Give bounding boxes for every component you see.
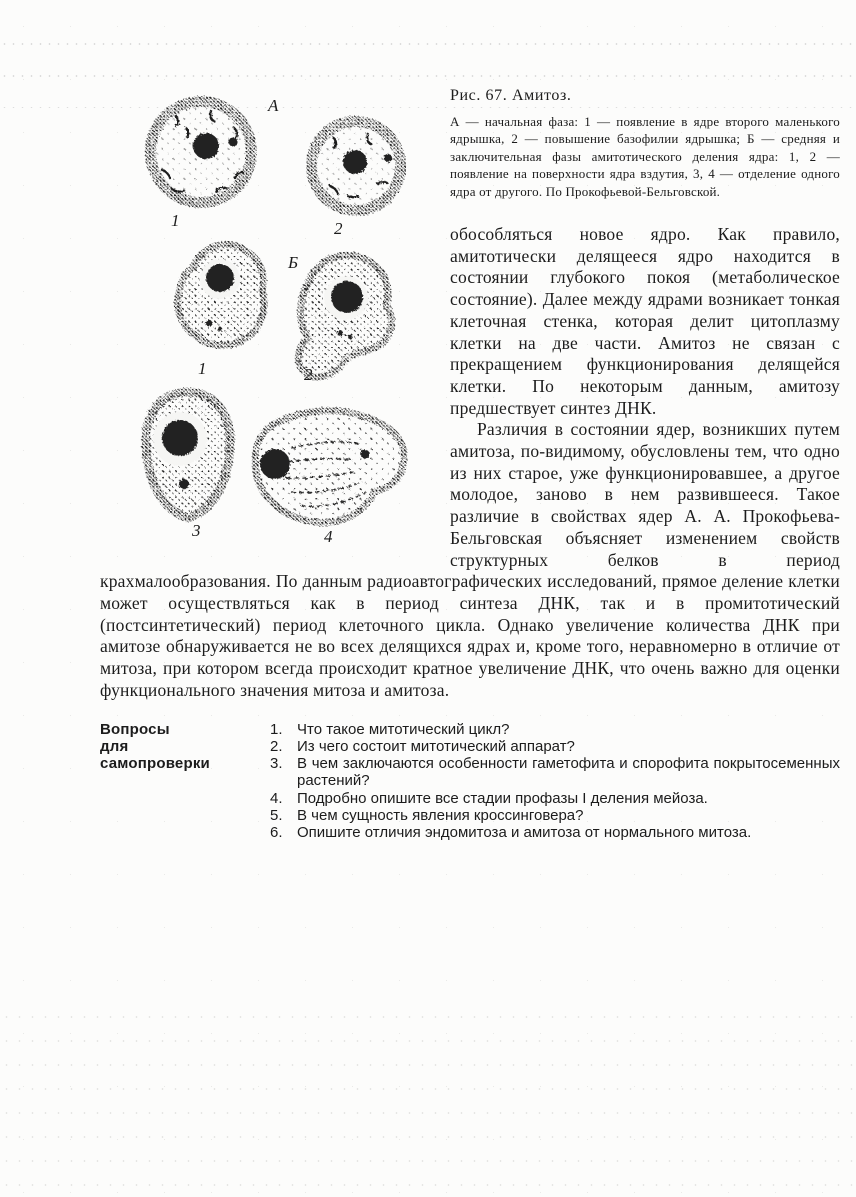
scan-noise-bottom <box>0 1005 856 1197</box>
body-paragraph-1: обособляться новое ядро. Как правило, амитотически делящееся ядро находится в состоянии глубокого покоя (метаболическое состояние). Далее между ядрами возникает тонкая клеточная стенка, которая делит цитоплазму клетки на две части. Амитоз не связан с прекращением функционирования делящейся клетки. По некоторым данным, амитозу предшествует синтез ДНК. <box>450 224 840 418</box>
question-item <box>270 755 840 790</box>
question-number: 2. <box>270 737 283 755</box>
question-text: Подробно опишите все стадии профазы I деления мейоза. <box>297 789 708 807</box>
questions-heading-line: самопроверки <box>100 755 210 773</box>
question-text: В чем сущность явления кроссинговера? <box>297 806 584 824</box>
questions-heading-line: для <box>100 737 129 755</box>
question-number: 5. <box>270 806 283 824</box>
figure-amitosis <box>100 84 450 558</box>
figure-label-a: А <box>268 96 279 115</box>
figure-caption-body: А — начальная фаза: 1 — появление в ядре второго маленького ядрышка, 2 — повышение базофилии ядрышка; Б — средняя и заключительная фазы амитотического деления ядра: 1, 2 — появление на поверхности ядра вздутия, 3, 4 — отделение одного ядра от другого. По Прокофьевой-Бельговской. <box>450 114 840 199</box>
figure-label-b: Б <box>288 253 299 272</box>
question-item <box>270 790 840 807</box>
question-text: Что такое митотический цикл? <box>297 720 510 738</box>
question-number: 4. <box>270 789 283 807</box>
question-item <box>270 807 840 824</box>
question-number: 3. <box>270 755 283 773</box>
questions-list <box>270 721 840 842</box>
figure-caption-title: Рис. 67. Амитоз. <box>450 87 572 104</box>
figure-label-3: 3 <box>192 521 201 540</box>
figure-label-a2: 2 <box>334 219 343 238</box>
questions-heading-line: Вопросы <box>100 720 170 738</box>
page-content <box>100 84 840 842</box>
question-item <box>270 721 840 738</box>
cell-a2 <box>306 116 406 216</box>
cell-3 <box>146 392 230 518</box>
figure-label-4: 4 <box>324 527 333 546</box>
question-number: 6. <box>270 824 283 842</box>
questions-heading <box>100 721 270 842</box>
cell-b2 <box>298 255 391 377</box>
question-item <box>270 738 840 755</box>
cell-b1 <box>178 244 265 345</box>
question-text: В чем заключаются особенности гаметофита и спорофита покрытосеменных растений? <box>297 755 840 790</box>
cell-4 <box>255 411 404 523</box>
figure-label-b2: 2 <box>304 365 313 384</box>
question-text: Опишите отличия эндомитоза и амитоза от нормального митоза. <box>297 824 752 842</box>
question-text: Из чего состоит митотический аппарат? <box>297 737 575 755</box>
question-number: 1. <box>270 720 283 738</box>
figure-label-b1: 1 <box>198 359 207 378</box>
question-item <box>270 824 840 841</box>
body-paragraph-2: Различия в состоянии ядер, возникших путем амитоза, по-видимому, обусловлены тем, что одно из них старое, уже функционировавшее, а другое молодое, заново в нем развившееся. Такое различие в свойствах ядер А. А. Прокофьева-Бельговская объясняет изменением свойств структурных белков в период крахмалообразования. По данным радиоавтографических исследований, прямое деление клетки может осуществляться как в период синтеза ДНК, так и в промитотический (постсинтетический) период клеточного цикла. Однако увеличение количества ДНК при амитозе обнаруживается не во всех делящихся ядрах и, кроме того, неравномерно в отличие от митоза, при котором всегда происходит кратное увеличение ДНК, что очень важно для оценки функционального значения митоза и амитоза. <box>100 419 840 700</box>
self-check-questions-section <box>100 721 840 842</box>
figure-label-a1: 1 <box>171 211 180 230</box>
amitosis-cells-illustration <box>116 86 448 560</box>
cell-a1 <box>145 96 257 208</box>
